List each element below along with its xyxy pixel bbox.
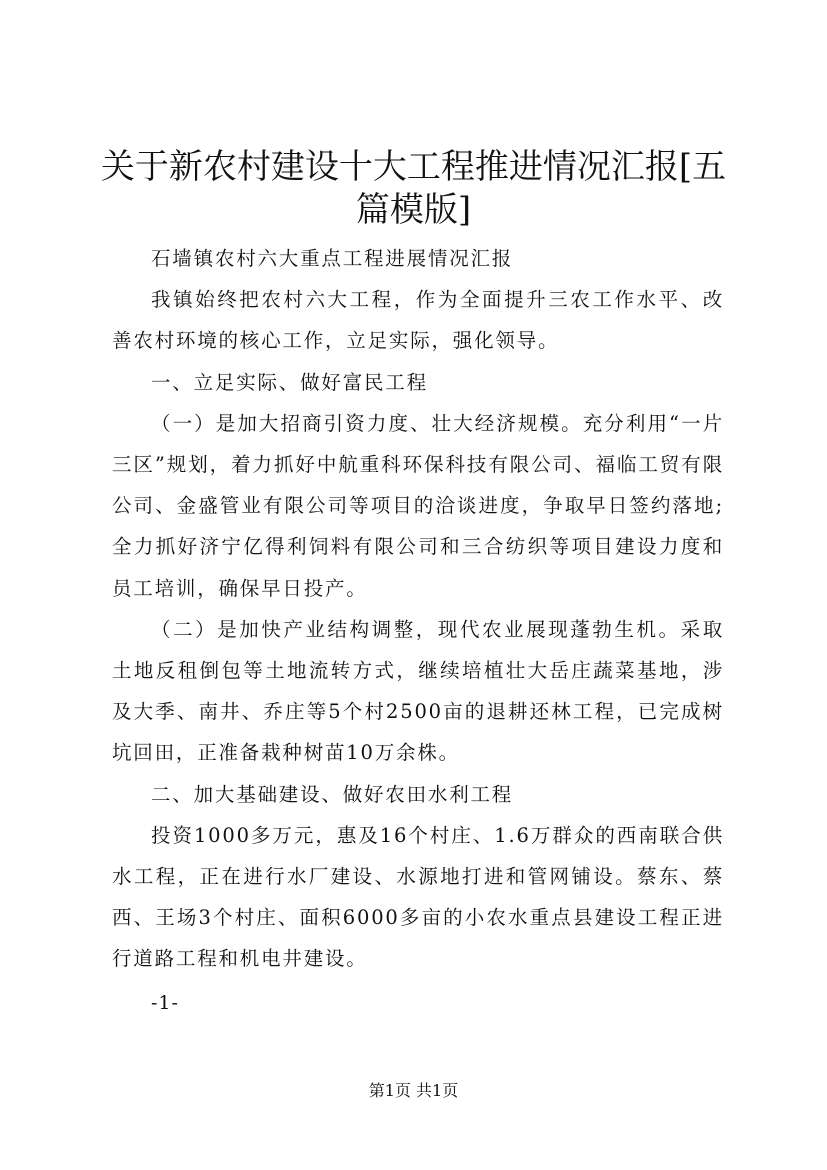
page-number-mark: -1- xyxy=(151,992,179,1014)
document-body xyxy=(112,238,724,980)
body-paragraph: （二）是加快产业结构调整，现代农业展现蓬勃生机。采取土地反租倒包等土地流转方式，继续培植壮大岳庄蔬菜基地，涉及大季、南井、乔庄等5个村2500亩的退耕还林工程，已完成树坑回田，正准备栽种树苗10万余株。 xyxy=(112,617,724,765)
body-paragraph: （一）是加大招商引资力度、壮大经济规模。充分利用“一片三区”规划，着力抓好中航重科环保科技有限公司、福临工贸有限公司、金盛管业有限公司等项目的洽谈进度，争取早日签约落地;全力抓好济宁亿得利饲料有限公司和三合纺织等项目建设力度和员工培训，确保早日投产。 xyxy=(112,411,724,600)
document-title: 关于新农村建设十大工程推进情况汇报[五篇模版] xyxy=(100,147,727,230)
intro-paragraph: 我镇始终把农村六大工程，作为全面提升三农工作水平、改善农村环境的核心工作，立足实际，强化领导。 xyxy=(112,288,724,353)
body-paragraph: 投资1000多万元，惠及16个村庄、1.6万群众的西南联合供水工程，正在进行水厂建设、水源地打进和管网铺设。蔡东、蔡西、王场3个村庄、面积6000多亩的小农水重点县建设工程正进行道路工程和机电井建设。 xyxy=(112,823,724,971)
subtitle-paragraph: 石墙镇农村六大重点工程进展情况汇报 xyxy=(151,247,514,270)
section-heading-1: 一、立足实际、做好富民工程 xyxy=(151,370,428,394)
page-footer: 第1页 共1页 xyxy=(368,1081,459,1100)
section-heading-2: 二、加大基础建设、做好农田水利工程 xyxy=(151,782,514,806)
